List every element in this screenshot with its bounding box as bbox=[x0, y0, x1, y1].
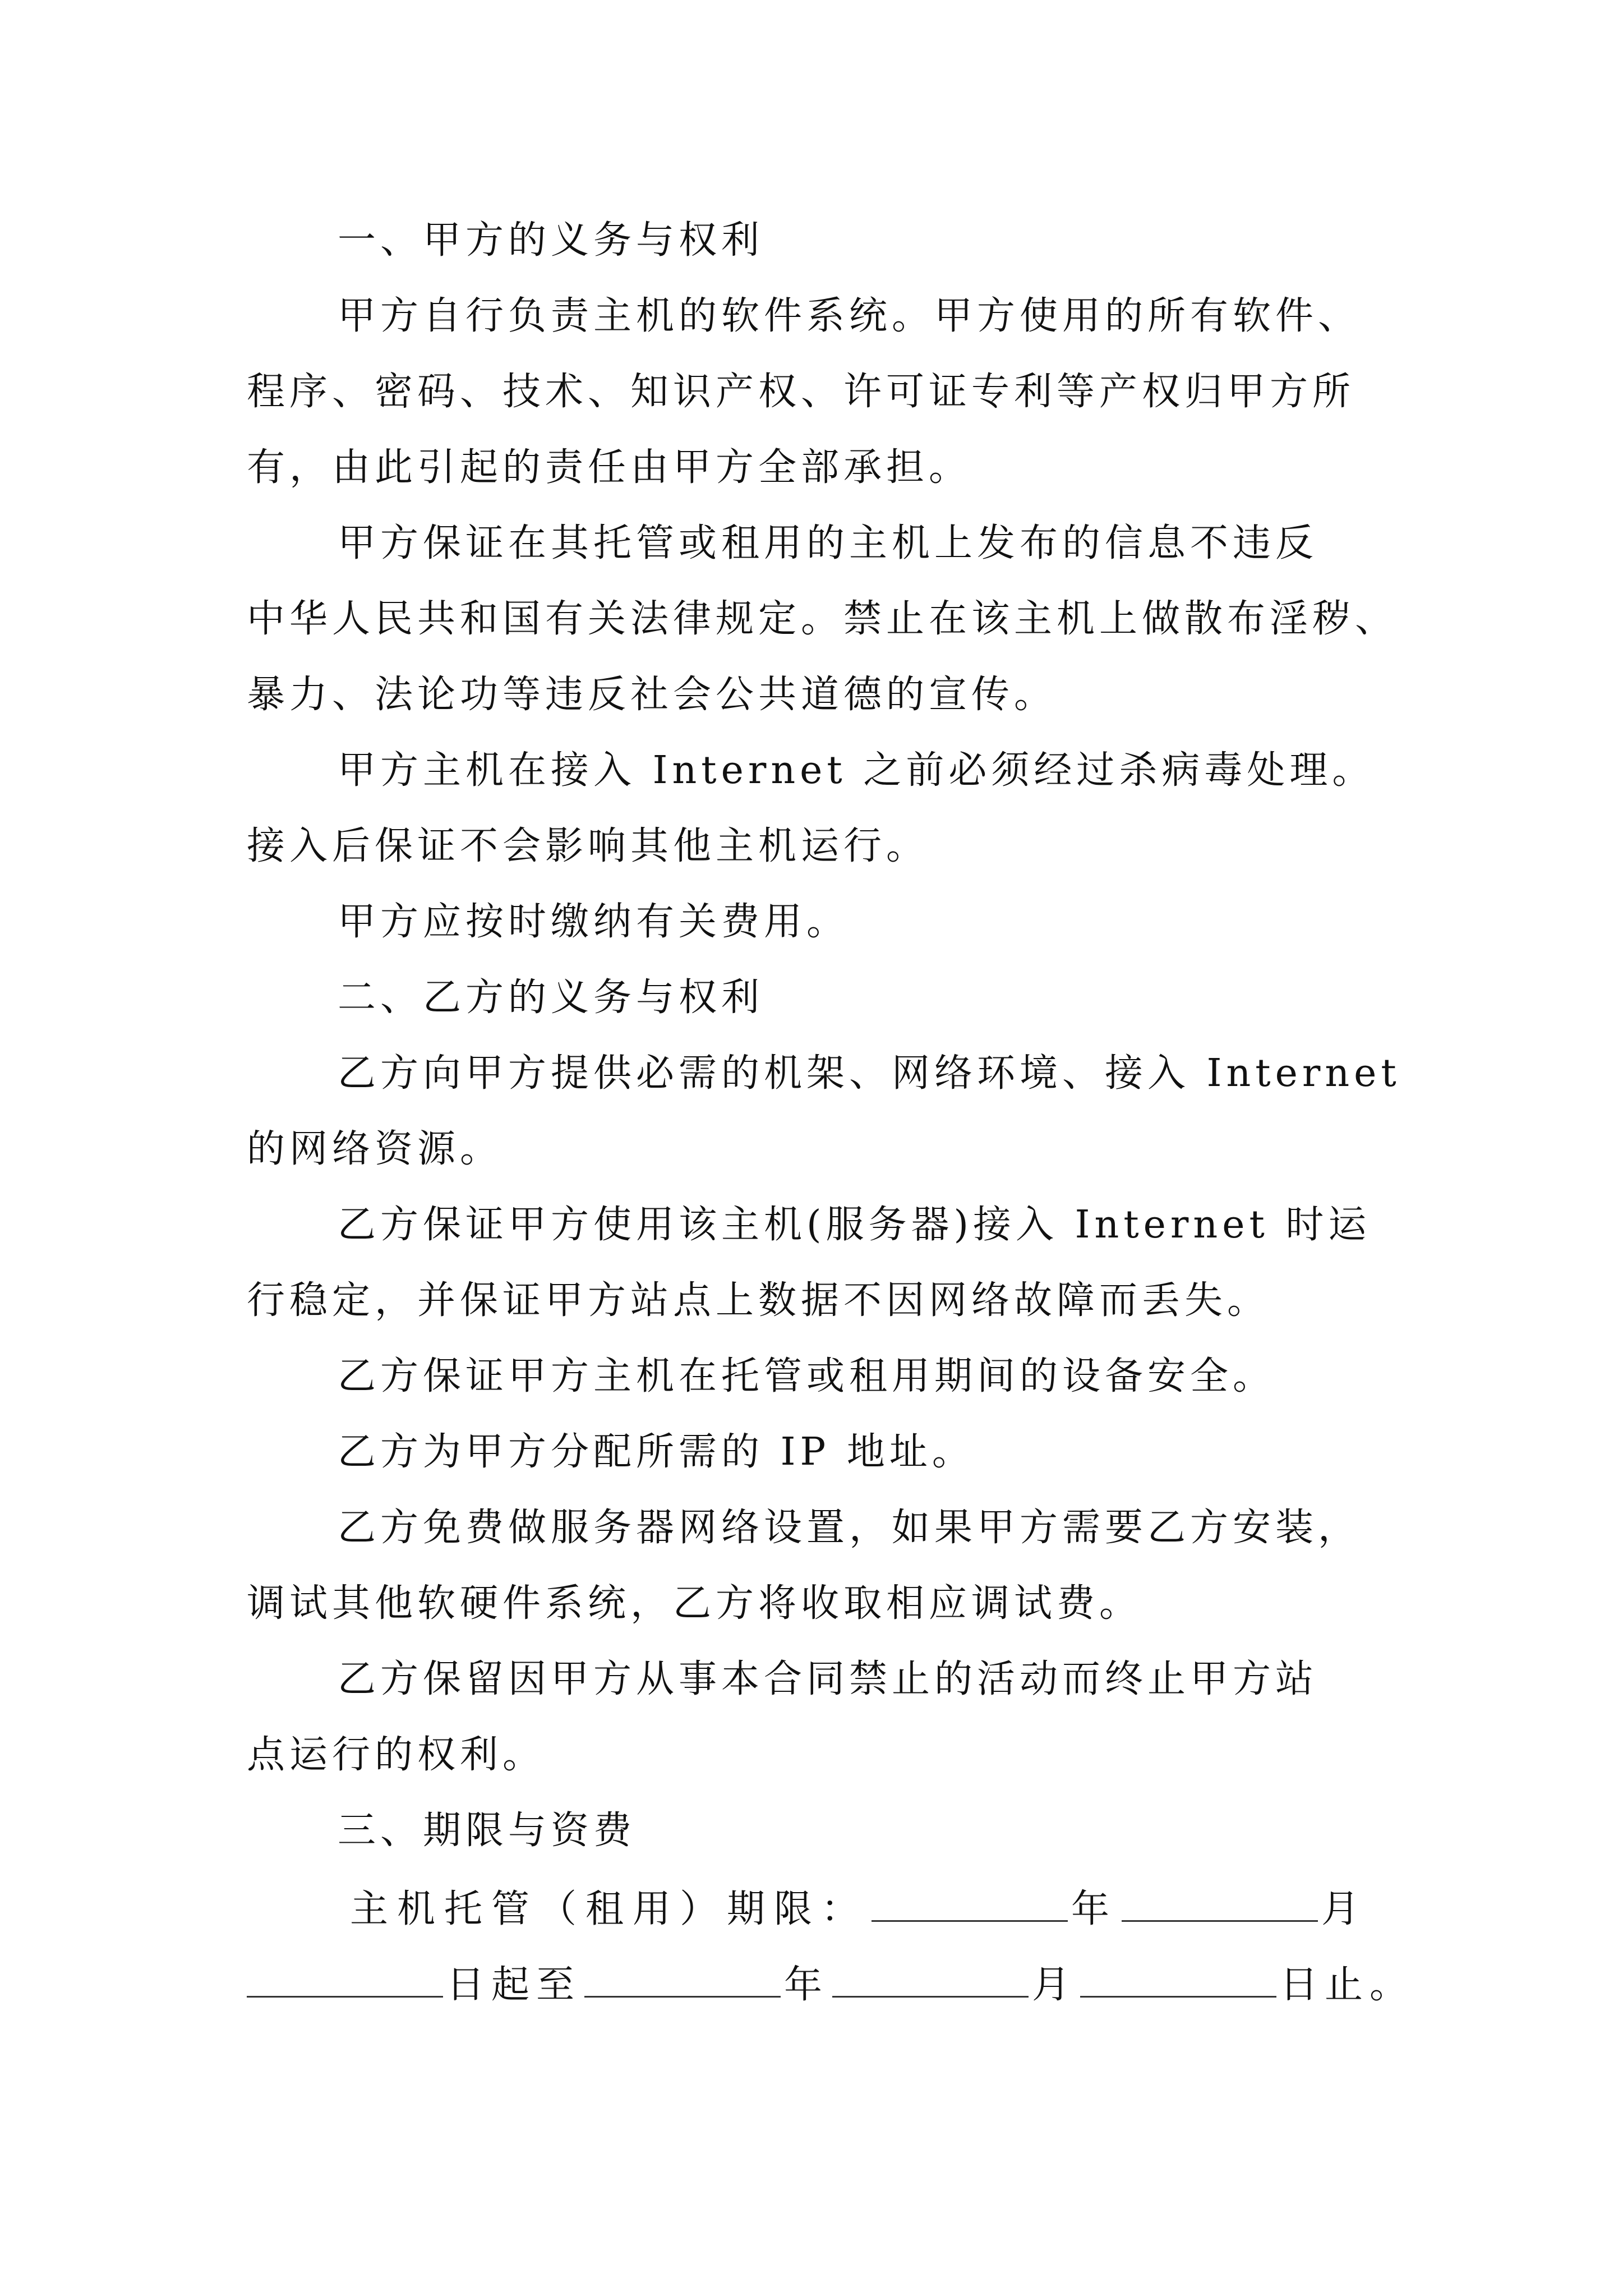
paragraph-line: 乙方保证甲方使用该主机(服务器)接入 Internet 时运 bbox=[338, 1203, 1371, 1247]
paragraph-line: 行稳定，并保证甲方站点上数据不因网络故障而丢失。 bbox=[247, 1278, 1270, 1323]
term-label: 主机托管（租用）期限： bbox=[350, 1887, 869, 1931]
start-year-blank[interactable] bbox=[872, 1888, 1068, 1922]
paragraph-line: 乙方保证甲方主机在托管或租用期间的设备安全。 bbox=[338, 1354, 1276, 1398]
end-year-blank[interactable] bbox=[584, 1963, 781, 1998]
end-day-blank[interactable] bbox=[1080, 1963, 1276, 1998]
end-month-blank[interactable] bbox=[832, 1963, 1029, 1998]
month-label-2: 月 bbox=[1032, 1963, 1077, 2007]
paragraph-line: 暴力、法论功等违反社会公共道德的宣传。 bbox=[247, 673, 1057, 717]
paragraph-line: 乙方为甲方分配所需的 IP 地址。 bbox=[338, 1430, 975, 1474]
term-line-2 bbox=[247, 1963, 1415, 2007]
paragraph-line: 甲方应按时缴纳有关费用。 bbox=[338, 900, 850, 944]
month-label: 月 bbox=[1321, 1887, 1369, 1931]
section-1-heading: 一、甲方的义务与权利 bbox=[338, 218, 764, 263]
paragraph-line: 乙方向甲方提供必需的机架、网络环境、接入 Internet bbox=[338, 1051, 1401, 1096]
paragraph-line: 甲方自行负责主机的软件系统。甲方使用的所有软件、 bbox=[338, 294, 1361, 338]
paragraph-line: 乙方免费做服务器网络设置，如果甲方需要乙方安装， bbox=[338, 1506, 1361, 1550]
section-3-heading: 三、期限与资费 bbox=[338, 1809, 637, 1853]
year-label: 年 bbox=[1071, 1887, 1119, 1931]
paragraph-line: 调试其他软硬件系统，乙方将收取相应调试费。 bbox=[247, 1581, 1142, 1626]
section-2-heading: 二、乙方的义务与权利 bbox=[338, 976, 764, 1020]
paragraph-line: 接入后保证不会影响其他主机运行。 bbox=[247, 824, 929, 868]
paragraph-line: 点运行的权利。 bbox=[247, 1733, 546, 1777]
day-end-label: 日止。 bbox=[1280, 1963, 1415, 2007]
paragraph-line: 中华人民共和国有关法律规定。禁止在该主机上做散布淫秽、 bbox=[247, 597, 1398, 641]
paragraph-line: 乙方保留因甲方从事本合同禁止的活动而终止甲方站 bbox=[338, 1657, 1318, 1701]
term-line-1 bbox=[350, 1888, 1368, 1929]
paragraph-line: 的网络资源。 bbox=[247, 1127, 503, 1171]
paragraph-line: 程序、密码、技术、知识产权、许可证专利等产权归甲方所 bbox=[247, 370, 1355, 414]
paragraph-line: 有，由此引起的责任由甲方全部承担。 bbox=[247, 445, 972, 490]
paragraph-line: 甲方保证在其托管或租用的主机上发布的信息不违反 bbox=[338, 521, 1318, 565]
year-label-2: 年 bbox=[784, 1963, 829, 2007]
start-month-blank[interactable] bbox=[1122, 1888, 1318, 1922]
day-from-label: 日起至 bbox=[446, 1963, 582, 2007]
paragraph-line: 甲方主机在接入 Internet 之前必须经过杀病毒处理。 bbox=[338, 748, 1375, 793]
start-day-blank[interactable] bbox=[247, 1963, 443, 1998]
